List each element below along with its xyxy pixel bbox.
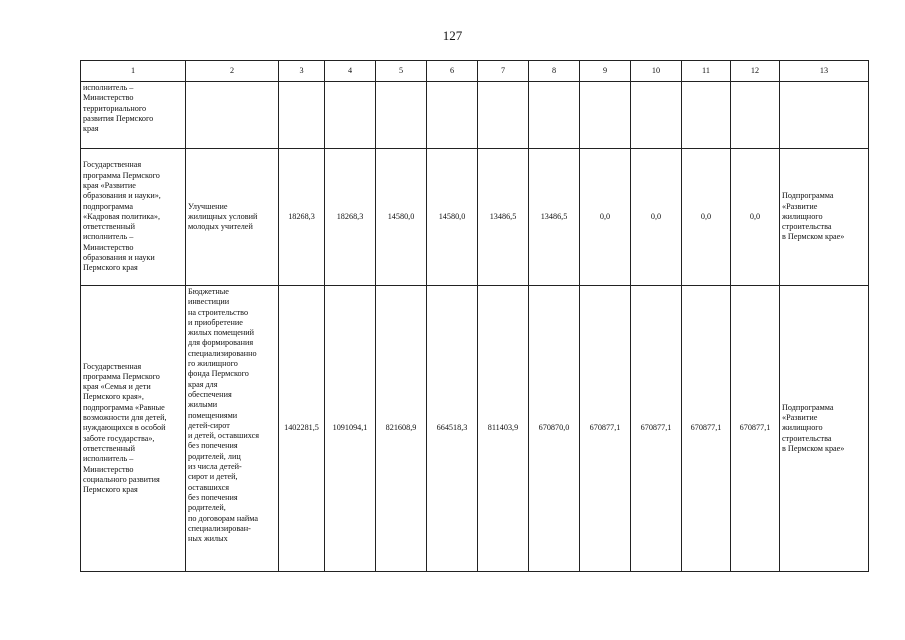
value-cell: 0,0 xyxy=(631,149,682,286)
value-cell xyxy=(279,82,325,149)
value-cell: 670877,1 xyxy=(731,286,780,572)
value-cell: 14580,0 xyxy=(376,149,427,286)
header-cell: 1 xyxy=(81,61,186,82)
subprogram-cell xyxy=(780,82,869,149)
value-cell: 811403,9 xyxy=(478,286,529,572)
value-cell: 0,0 xyxy=(580,149,631,286)
header-cell: 11 xyxy=(682,61,731,82)
value-cell: 0,0 xyxy=(731,149,780,286)
table-row xyxy=(81,149,869,286)
header-cell: 10 xyxy=(631,61,682,82)
purpose-cell xyxy=(186,82,279,149)
header-cell: 6 xyxy=(427,61,478,82)
header-cell: 5 xyxy=(376,61,427,82)
header-cell: 13 xyxy=(780,61,869,82)
value-cell: 1091094,1 xyxy=(325,286,376,572)
program-cell: Государственная программа Пермского края «Семья и дети Пермского края», подпрограмма «Равные возможности для детей, нуждающихся в особой заботе государства», ответственный исполнитель – Министерство социального развития Пермского края xyxy=(81,286,186,572)
value-cell xyxy=(325,82,376,149)
header-row xyxy=(81,61,869,82)
value-cell: 664518,3 xyxy=(427,286,478,572)
value-cell: 670870,0 xyxy=(529,286,580,572)
value-cell xyxy=(580,82,631,149)
value-cell: 0,0 xyxy=(682,149,731,286)
value-cell: 14580,0 xyxy=(427,149,478,286)
program-cell: Государственная программа Пермского края «Развитие образования и науки», подпрограмма «Кадровая политика», ответственный исполнитель – Министерство образования и науки Пермского края xyxy=(81,149,186,286)
value-cell xyxy=(682,82,731,149)
value-cell: 670877,1 xyxy=(580,286,631,572)
value-cell xyxy=(478,82,529,149)
subprogram-cell: Подпрограмма «Развитие жилищного строительства в Пермском крае» xyxy=(780,149,869,286)
header-cell: 4 xyxy=(325,61,376,82)
header-cell: 12 xyxy=(731,61,780,82)
value-cell xyxy=(427,82,478,149)
value-cell xyxy=(731,82,780,149)
value-cell: 821608,9 xyxy=(376,286,427,572)
header-cell: 7 xyxy=(478,61,529,82)
header-cell: 9 xyxy=(580,61,631,82)
table-row xyxy=(81,82,869,149)
purpose-cell: Бюджетные инвестиции на строительство и приобретение жилых помещений для формирования специализированно го жилищного фонда Пермского края для обеспечения жилыми помещениями детей-сирот и детей, оставшихся без попечения родителей, лиц из числа детей- сирот и детей, оставшихся без попечения родителей, по договорам найма специализирован- ных жилых xyxy=(186,286,279,572)
header-cell: 3 xyxy=(279,61,325,82)
program-cell: исполнитель – Министерство территориального развития Пермского края xyxy=(81,82,186,149)
value-cell: 18268,3 xyxy=(279,149,325,286)
value-cell xyxy=(529,82,580,149)
subprogram-cell: Подпрограмма «Развитие жилищного строительства в Пермском крае» xyxy=(780,286,869,572)
value-cell xyxy=(631,82,682,149)
value-cell: 670877,1 xyxy=(631,286,682,572)
value-cell xyxy=(376,82,427,149)
header-cell: 8 xyxy=(529,61,580,82)
header-cell: 2 xyxy=(186,61,279,82)
budget-table xyxy=(80,60,869,572)
purpose-cell: Улучшение жилищных условий молодых учителей xyxy=(186,149,279,286)
value-cell: 1402281,5 xyxy=(279,286,325,572)
value-cell: 18268,3 xyxy=(325,149,376,286)
table-row xyxy=(81,286,869,572)
value-cell: 670877,1 xyxy=(682,286,731,572)
value-cell: 13486,5 xyxy=(478,149,529,286)
value-cell: 13486,5 xyxy=(529,149,580,286)
page-number: 127 xyxy=(442,28,463,43)
